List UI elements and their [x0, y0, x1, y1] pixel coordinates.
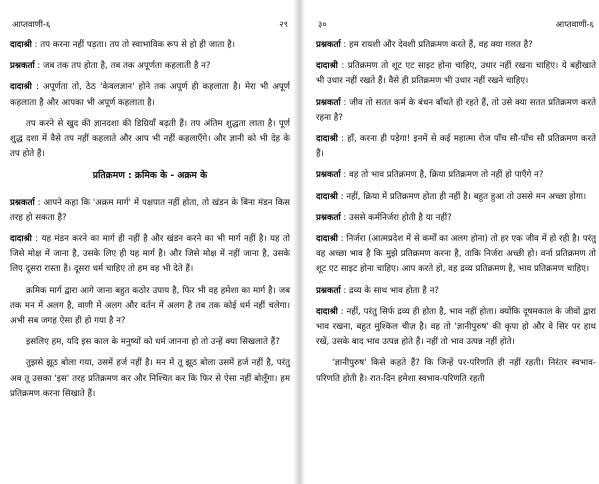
- paragraph-text: : निर्जरा (आत्मप्रदेश में से कर्मों का अलग होना) तो हर एक जीव में हो रही है। परंतु वह अच्छा भाव है कि मुझे प्रतिक्रमण करना है, ताकि निर्जरा अच्छी हो। वर्ना प्रतिक्रमण तो शूट एट साइट होना चाहिए। आप करते हो, वह द्रव्य प्रतिक्रमण है, भाव प्रतिक्रमण चाहिए।: [316, 234, 596, 275]
- paragraph: [10, 356, 290, 402]
- section-heading: प्रतिक्रमण : क्रमिक के - अक्रम के: [92, 170, 208, 182]
- speaker-label: दादाश्री: [316, 234, 338, 245]
- right-page-header: [314, 14, 598, 32]
- paragraph: [10, 117, 290, 163]
- speaker-label: दादाश्री: [10, 40, 32, 50]
- paragraph: [10, 232, 290, 278]
- paragraph: [316, 305, 596, 351]
- paragraph-text: : द्रव्य के साथ भाव होता है न?: [340, 285, 439, 296]
- paragraph: [316, 211, 596, 226]
- paragraph-text: : वह तो भाव प्रतिक्रमण है, क्रिया प्रतिक्रमण तो नहीं हो पाएँगे न?: [340, 170, 544, 181]
- paragraph-text: : यह मंडन करने का मार्ग ही नहीं है और खंडन करने का भी मार्ग नहीं है। यह तो जिसे मोक्ष में जाना है, उसके लिए ही यह मार्ग है। और जिसे मोक्ष में नहीं जाना है, उसके लिए दूसरा रास्ता है। दूसरा धर्म चाहिए तो हम वह भी देते हैं।: [10, 234, 290, 275]
- paragraph: [10, 59, 290, 74]
- speaker-label: दादाश्री: [316, 134, 338, 145]
- paragraph-text: क्रमिक मार्ग द्वारा आगे जाना बहुत कठोर उपाय है, फिर भी वह हमेशा का मार्ग है। जब तक मन में अलग है, वाणी में अलग और वर्तन में अलग है तब तक कोई धर्म नहीं चलेगा। अभी सब जगह ऐसा ही हो गया है न?: [10, 285, 290, 327]
- paragraph-text: : तप करना नहीं पड़ता। तप तो स्वाभाविक रूप से हो ही जाता है।: [31, 40, 235, 50]
- paragraph-text: 'ज्ञानीपुरुष' किसे कहते हैं? कि जिन्हें पर-परिणति ही नहीं रहती। निरंतर स्वभाव-परिणति होती है। रात-दिन हमेशा स्वभाव-परिणति रहती: [316, 358, 596, 384]
- right-header-title: आप्तवाणी-६: [555, 18, 594, 29]
- speaker-label: दादाश्री: [10, 234, 32, 245]
- paragraph-text: : जब तक तप होता है, तब तक अपूर्णता कहलाती है न?: [34, 61, 211, 72]
- paragraph-text: : जीव तो सतत कर्म के बंधन बाँधते ही रहते हैं, तो उसे क्या सतत प्रतिक्रमण करते रहना है?: [316, 97, 596, 123]
- paragraph: [316, 59, 596, 89]
- speaker-label: प्रश्नकर्ता: [316, 170, 341, 181]
- paragraph-text: : हम रायशी और देवशी प्रतिक्रमण करते हैं, वह क्या गलत है?: [340, 40, 533, 50]
- paragraph-text: इसलिए हम, यदि इस काल के मनुष्यों को धर्म जानना हो तो उन्हें क्या सिखलाते हैं?: [26, 337, 280, 348]
- paragraph-text: : नहीं, क्रिया में प्रतिक्रमण होता ही नहीं है। बहुत हुआ तो उससे मन अच्छा होगा।: [337, 191, 587, 202]
- left-header-page-number: २९: [279, 18, 288, 29]
- right-page-body: [314, 32, 598, 387]
- paragraph: [10, 196, 290, 226]
- paragraph: [316, 356, 596, 386]
- paragraph: [316, 190, 596, 205]
- paragraph-text: : हाँ, करना ही पड़ेगा! इनमें से कई महात्मा रोज पाँच सौ-पाँच सौ प्रतिक्रमण करते हैं।: [316, 134, 596, 160]
- paragraph-text: : अपूर्णता तो, ठेठ 'केवलज्ञान' होने तक अपूर्ण ही कहलाता है। मेरा भी अपूर्ण कहलाता है और आपका भी अपूर्ण कहलाता है।: [10, 82, 290, 108]
- speaker-label: दादाश्री: [10, 82, 32, 93]
- paragraph: [316, 132, 596, 162]
- left-header-title: आप्तवाणी-६: [12, 18, 51, 29]
- speaker-label: प्रश्नकर्ता: [316, 285, 341, 296]
- paragraph: [316, 96, 596, 126]
- paragraph: [10, 284, 290, 330]
- right-page: [314, 0, 598, 484]
- paragraph-text: तप करने से खुद की ज्ञानदशा की डिग्रियाँ बढ़ती हैं। तप अंतिम शुद्धता लाता है। पूर्ण शुद्ध दशा में वैसे तप नहीं कहलाते और आप भी नहीं कहलाएँगे। और ज्ञानी को भी देह के तप होते हैं।: [10, 118, 290, 160]
- speaker-label: दादाश्री: [316, 191, 338, 202]
- paragraph: [10, 335, 290, 350]
- paragraph: [10, 80, 290, 110]
- paragraph-text: तुझसे झूठ बोला गया, उसमें हर्ज नहीं है। मन में तू झूठ बोला उसमें हर्ज नहीं है, परंतु अब तू उसका 'इस' तरह प्रतिक्रमण कर और निश्चित कर कि फिर से ऐसा नहीं बोलूँगा। हम प्रतिक्रमण करना सिखाते हैं।: [10, 358, 290, 399]
- speaker-label: दादाश्री: [316, 306, 338, 317]
- speaker-label: प्रश्नकर्ता: [316, 212, 341, 223]
- speaker-label: प्रश्नकर्ता: [10, 61, 35, 72]
- paragraph: [316, 232, 596, 278]
- left-page: [8, 0, 292, 484]
- speaker-label: प्रश्नकर्ता: [10, 197, 35, 208]
- left-page-body: [8, 32, 292, 162]
- speaker-label: दादाश्री: [316, 61, 338, 72]
- paragraph: [316, 284, 596, 299]
- left-page-body-continued: [8, 190, 292, 402]
- paragraph: [316, 168, 596, 183]
- book-gutter: [293, 0, 305, 484]
- speaker-label: प्रश्नकर्ता: [316, 97, 341, 108]
- paragraph-text: : उससे कर्मनिर्जरा होती है या नहीं?: [340, 212, 452, 223]
- paragraph-text: : आपने कहा कि 'अक्रम मार्ग' में पक्षपात नहीं होता, तो खंडन के बिना मंडन किस तरह हो सकता है?: [10, 197, 290, 223]
- speaker-label: प्रश्नकर्ता: [316, 40, 341, 50]
- paragraph: [10, 38, 290, 53]
- paragraph-text: : नहीं, परंतु सिर्फ द्रव्य ही होता है, भाव नहीं होता। क्योंकि दूषमकाल के जीवों द्वारा भाव रखना, बहुत मुश्किल चीज़ है। वह तो 'ज्ञानीपुरुष' की कृपा हो और वे सिर पर हाथ रखें, उसके बाद भाव उत्पन्न होते हैं। नहीं तो भाव उत्पन्न नहीं होते।: [316, 306, 596, 348]
- paragraph: [316, 38, 596, 53]
- paragraph-text: : प्रतिक्रमण तो शूट एट साइट होना चाहिए, उधार नहीं रखना चाहिए। ये बहीखाते भी उधार नहीं रखते हैं। वैसे ही प्रतिक्रमण भी उधार नहीं रखने चाहिए।: [316, 61, 596, 87]
- left-page-header: [8, 14, 292, 32]
- right-header-page-number: ३०: [318, 18, 327, 29]
